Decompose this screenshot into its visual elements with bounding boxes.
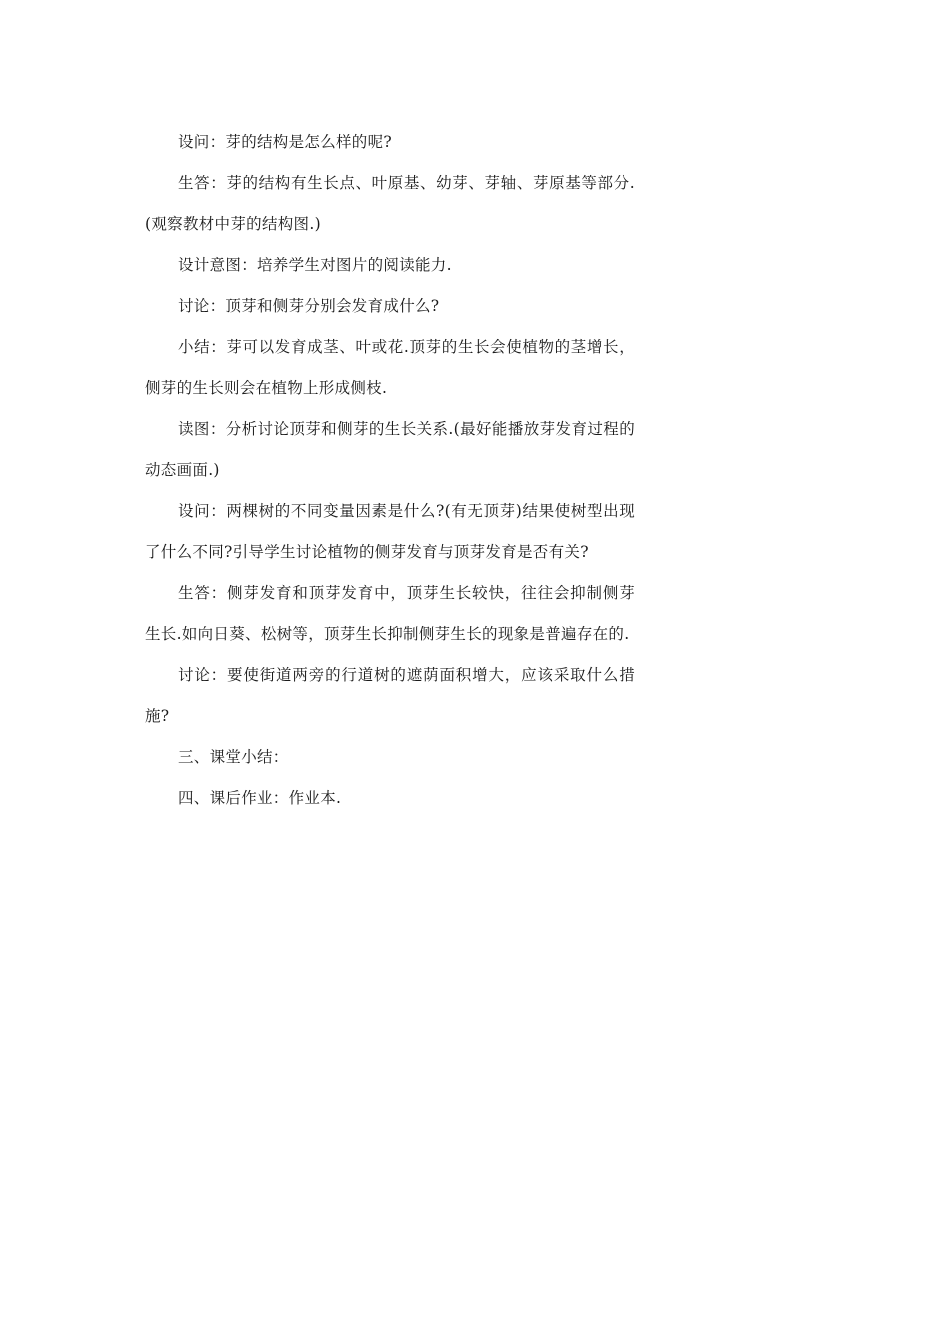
document-body — [145, 122, 635, 819]
paragraph-discussion-buds: 讨论：顶芽和侧芽分别会发育成什么? — [178, 297, 440, 315]
paragraph-design-intent: 设计意图：培养学生对图片的阅读能力. — [178, 256, 452, 274]
paragraph-answer-bud-structure: 生答：芽的结构有生长点、叶原基、幼芽、芽轴、芽原基等部分.(观察教材中芽的结构图.) — [145, 174, 635, 233]
paragraph-homework: 四、课后作业：作业本. — [178, 789, 342, 807]
paragraph-question-two-trees: 设问：两棵树的不同变量因素是什么?(有无顶芽)结果使树型出现了什么不同?引导学生讨论植物的侧芽发育与顶芽发育是否有关? — [145, 502, 635, 561]
paragraph-summary: 小结：芽可以发育成茎、叶或花.顶芽的生长会使植物的茎增长，侧芽的生长则会在植物上形成侧枝. — [145, 338, 635, 397]
paragraph-read-figure: 读图：分析讨论顶芽和侧芽的生长关系.(最好能播放芽发育过程的动态画面.) — [145, 420, 635, 479]
paragraph-class-summary-heading: 三、课堂小结： — [178, 748, 289, 766]
paragraph-discussion-street-trees: 讨论：要使街道两旁的行道树的遮荫面积增大，应该采取什么措施? — [145, 666, 635, 725]
paragraph-answer-apical-dominance: 生答：侧芽发育和顶芽发育中，顶芽生长较快，往往会抑制侧芽生长.如向日葵、松树等，顶芽生长抑制侧芽生长的现象是普遍存在的. — [145, 584, 635, 643]
paragraph-question-bud-structure: 设问：芽的结构是怎么样的呢? — [178, 133, 393, 151]
